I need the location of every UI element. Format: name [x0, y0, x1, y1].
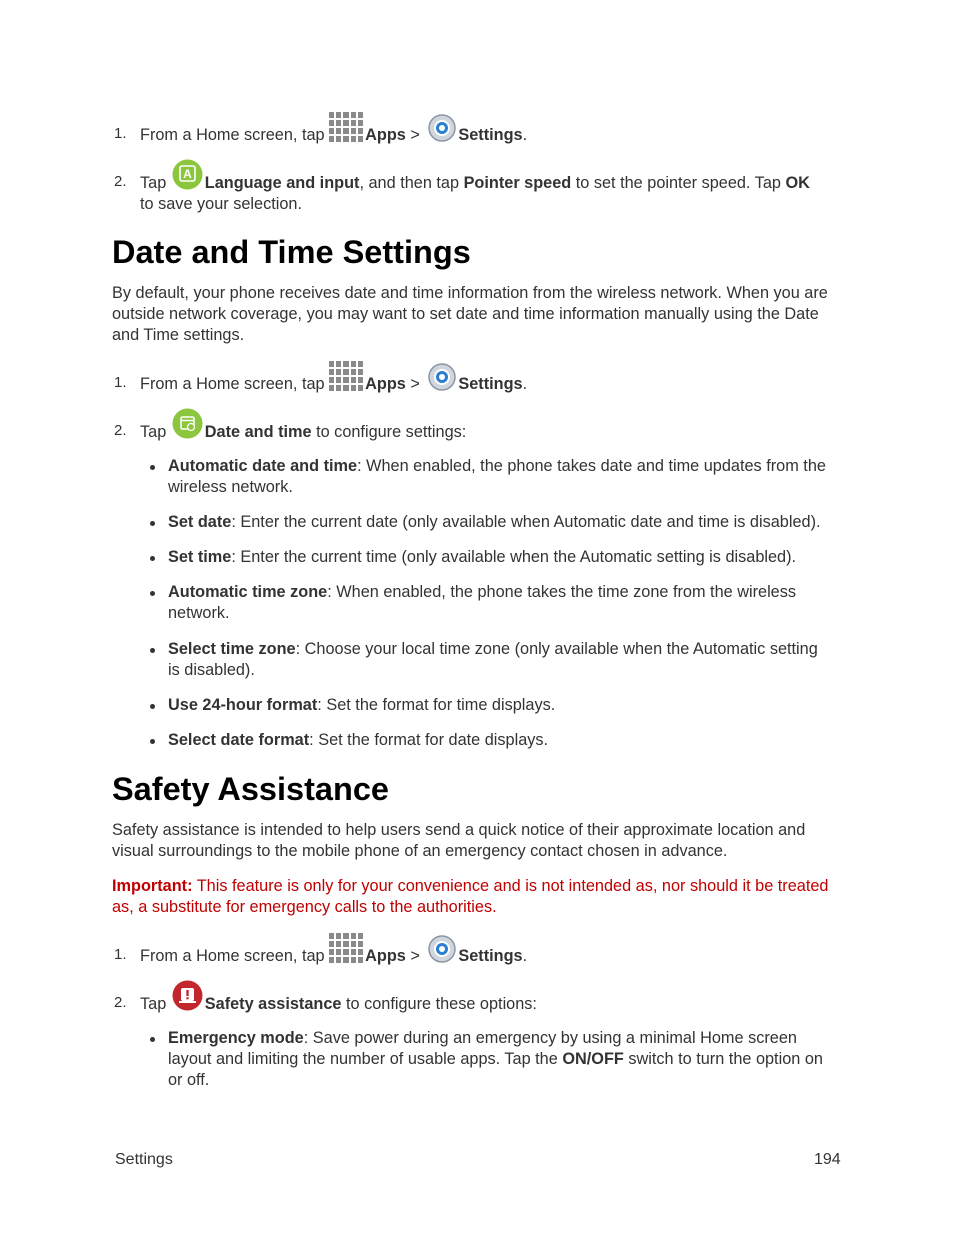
bullet-text-line2 — [168, 1049, 823, 1070]
bullet-desc: : Set the format for date displays. — [309, 731, 549, 749]
settings-gear-icon — [427, 113, 457, 143]
bullet-desc: : Choose your local time zone (only available when the Automatic setting — [295, 640, 818, 658]
bullet-term: Emergency mode — [168, 1029, 304, 1047]
settings-gear-icon — [427, 362, 457, 392]
intro-line: and Time settings. — [112, 326, 245, 344]
separator: > — [405, 126, 425, 144]
bullet — [150, 739, 155, 744]
step-text-pre: From a Home screen, tap — [140, 947, 330, 965]
bullet — [150, 1037, 155, 1042]
intro-line: By default, your phone receives date and time information from the wireless network. When you are — [112, 284, 828, 302]
bullet-text — [168, 582, 796, 603]
pointer-speed-label: Pointer speed — [463, 174, 572, 192]
step-number: 1. — [114, 946, 127, 963]
bullet — [150, 648, 155, 653]
step-text-pre: Tap — [140, 423, 171, 441]
intro-line: visual surroundings to the mobile phone of an emergency contact chosen in advance. — [112, 842, 728, 860]
bullet-text — [168, 1028, 797, 1049]
safety-assistance-icon — [172, 980, 203, 1011]
bullet-desc: : When enabled, the phone takes the time zone from the wireless — [327, 583, 797, 601]
bullet-desc: switch to turn the option on — [623, 1050, 823, 1068]
separator: > — [405, 375, 425, 393]
bullet-term: Set time — [168, 548, 232, 566]
apps-label: Apps — [365, 947, 406, 965]
bullet-term: Select time zone — [168, 640, 296, 658]
step-end: . — [522, 947, 528, 965]
settings-label: Settings — [458, 126, 523, 144]
step-end: . — [522, 375, 528, 393]
step-text-post: to configure settings: — [311, 423, 467, 441]
bullet-text-line2: network. — [168, 604, 230, 622]
bullet-text — [168, 547, 796, 568]
important-note — [112, 876, 828, 897]
bullet-desc: : Set the format for time displays. — [317, 696, 556, 714]
intro-line: outside network coverage, you may want to set date and time information manually using the Date — [112, 305, 819, 323]
bullet-desc: : Enter the current time (only available when the Automatic setting is disabled). — [231, 548, 797, 566]
step-text — [140, 173, 810, 194]
bullet-text — [168, 456, 826, 477]
bullet-term: Select date format — [168, 731, 310, 749]
step-text-pre: From a Home screen, tap — [140, 126, 330, 144]
bullet — [150, 465, 155, 470]
step-number: 1. — [114, 125, 127, 142]
date-time-icon — [172, 408, 203, 439]
bullet — [150, 704, 155, 709]
step-number: 1. — [114, 374, 127, 391]
bullet — [150, 591, 155, 596]
bullet-text-line2: is disabled). — [168, 661, 255, 679]
bullet-term: Set date — [168, 513, 232, 531]
bullet-desc: : Save power during an emergency by using a minimal Home screen — [303, 1029, 797, 1047]
bullet-term: Use 24-hour format — [168, 696, 318, 714]
date-time-label: Date and time — [204, 423, 312, 441]
svg-text:A: A — [183, 167, 192, 181]
important-label: Important: — [112, 877, 193, 895]
bullet — [150, 521, 155, 526]
step-number: 2. — [114, 994, 127, 1011]
step-number: 2. — [114, 173, 127, 190]
step-text-pre: Tap — [140, 174, 171, 192]
step-text-mid: , and then tap — [359, 174, 464, 192]
section-heading: Safety Assistance — [112, 771, 389, 807]
apps-grid-icon — [329, 112, 363, 142]
apps-grid-icon — [329, 933, 363, 963]
bullet — [150, 556, 155, 561]
bullet-text — [168, 639, 818, 660]
step-end: . — [522, 126, 528, 144]
bullet-text — [168, 512, 821, 533]
apps-label: Apps — [365, 375, 406, 393]
bullet-text-line3: or off. — [168, 1071, 210, 1089]
important-text: This feature is only for your convenience and is not intended as, nor should it be treated — [192, 877, 829, 895]
settings-label: Settings — [458, 947, 523, 965]
language-input-label: Language and input — [204, 174, 360, 192]
step-number: 2. — [114, 422, 127, 439]
on-off-label: ON/OFF — [562, 1050, 624, 1068]
bullet-text — [168, 730, 548, 751]
section-heading: Date and Time Settings — [112, 234, 471, 270]
step-text-mid2: to set the pointer speed. Tap — [571, 174, 786, 192]
step-text-pre: Tap — [140, 995, 171, 1013]
important-note-line2: as, a substitute for emergency calls to the authorities. — [112, 898, 497, 916]
bullet-desc: : Enter the current date (only available when Automatic date and time is disabled). — [231, 513, 821, 531]
separator: > — [405, 947, 425, 965]
intro-line: Safety assistance is intended to help users send a quick notice of their approximate location and — [112, 821, 806, 839]
bullet-term: Automatic date and time — [168, 457, 358, 475]
footer-page-number: 194 — [814, 1151, 841, 1168]
bullet-desc: layout and limiting the number of usable apps. Tap the — [168, 1050, 563, 1068]
apps-label: Apps — [365, 126, 406, 144]
step-text-pre: From a Home screen, tap — [140, 375, 330, 393]
settings-gear-icon — [427, 934, 457, 964]
ok-label: OK — [785, 174, 810, 192]
bullet-text-line2: wireless network. — [168, 478, 293, 496]
apps-grid-icon — [329, 361, 363, 391]
safety-assistance-label: Safety assistance — [204, 995, 342, 1013]
bullet-term: Automatic time zone — [168, 583, 328, 601]
step-text-line2: to save your selection. — [140, 195, 302, 213]
step-text-post: to configure these options: — [341, 995, 537, 1013]
bullet-text — [168, 695, 555, 716]
footer-section-name: Settings — [115, 1151, 173, 1168]
bullet-desc: : When enabled, the phone takes date and time updates from the — [357, 457, 826, 475]
settings-label: Settings — [458, 375, 523, 393]
language-icon — [172, 159, 203, 190]
